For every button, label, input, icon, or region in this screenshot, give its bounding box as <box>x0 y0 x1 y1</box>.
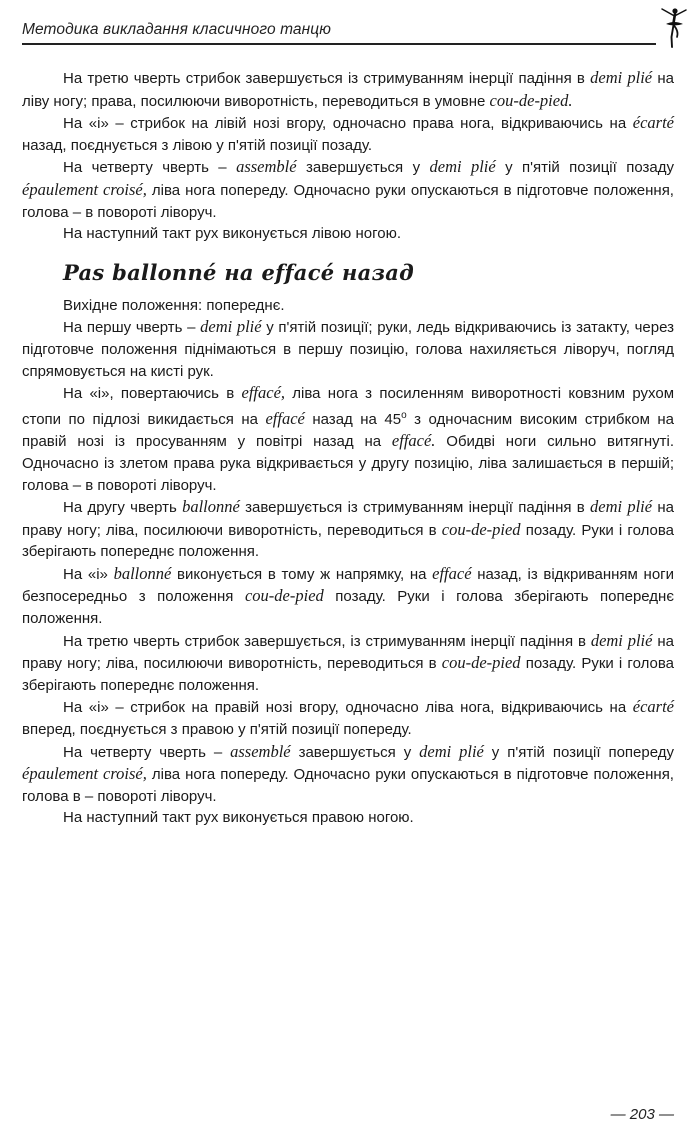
page-content <box>22 67 674 829</box>
ballerina-icon <box>652 6 692 50</box>
ballet-term: demi plié <box>429 157 496 177</box>
start-position-line: Вихідне положення: попереднє. <box>63 296 285 314</box>
ballet-term: cou-de-pied. <box>489 90 573 110</box>
ballet-term: effacé <box>432 563 472 583</box>
ballet-term: demi plié <box>200 317 262 337</box>
intro-paragraph: На третю чверть стрибок завершується із стримуванням інерції падіння в demi plié на ліву ногу; права, посилюючи виворотність, переводиться в умовне cou-de-pied. <box>22 68 674 110</box>
section-paragraph: На третю чверть стрибок завершується, із стримуванням інерції падіння в demi plié на праву ногу; ліва, посилюючи виворотність, переводиться в cou-de-pied позаду. Руки і голова зберігають попереднє положення. <box>22 630 674 694</box>
section-paragraph: На «і», повертаючись в effacé, ліва нога з посиленням виворотності ковзним рухом стопи по підлозі викидається на effacé назад на $45^о$ з одночасним високим стрибком на правій нозі із просуванням у повітрі назад на effacé. Обидві ноги сильно витягнуті. Одночасно із злетом права рука відкривається у другу позицію, ліва залишається в першій; голова – в повороті ліворуч. <box>22 383 675 494</box>
intro-paragraph: На «і» – стрибок на лівій нозі вгору, одночасно права нога, відкриваючись на écarté назад, поєднується з лівою у п'ятій позиції позаду. <box>22 113 674 154</box>
ballet-term: assemblé <box>236 157 297 177</box>
ballet-term: cou-de-pied <box>244 586 324 606</box>
page-number: — 203 — <box>610 1106 674 1123</box>
running-title: Методика викладання класичного танцю <box>22 21 331 38</box>
ballet-term: écarté <box>632 113 674 133</box>
ballet-term: demi plié <box>590 68 653 87</box>
running-header <box>22 14 674 44</box>
ballet-term: effacé <box>265 408 305 428</box>
section-paragraph: На «і» ballonné виконується в тому ж напрямку, на effacé назад, із відкриванням ноги безпосередньо з положення cou-de-pied позаду. Руки і голова зберігають попереднє положення. <box>22 563 675 628</box>
ballet-term: écarté <box>632 697 674 717</box>
ballet-term: effacé, <box>241 383 286 403</box>
ballet-term: demi plié <box>419 741 484 761</box>
intro-paragraphs <box>22 67 674 245</box>
ballet-term: ballonné <box>182 497 240 517</box>
ballet-term: demi plié <box>590 497 653 517</box>
section-heading: Pas ballonné на effacé назад <box>63 259 415 285</box>
intro-paragraph: На наступний такт рух виконується лівою ногою. <box>63 225 401 243</box>
degree-sign: о <box>401 409 407 421</box>
section-paragraphs <box>22 316 674 829</box>
section-paragraph: На наступний такт рух виконується правою ногою. <box>63 809 414 827</box>
ballet-term: assemblé <box>230 741 291 761</box>
header-rule <box>22 43 656 45</box>
ballet-term: demi plié <box>590 630 653 650</box>
section-paragraph: На «і» – стрибок на правій нозі вгору, одночасно ліва нога, відкриваючись на écarté вперед, поєднується з правою у п'ятій позиції попереду. <box>22 697 674 739</box>
ballet-term: ballonné <box>113 563 172 583</box>
ballet-term: effacé. <box>391 431 436 451</box>
ballet-term: cou-de-pied <box>441 653 521 673</box>
ballet-term: épaulement croisé, <box>22 179 147 199</box>
section-paragraph: На четверту чверть – assemblé завершується у demi plié у п'ятій позиції попереду épaulement croisé, ліва нога попереду. Одночасно руки опускаються в підготовче положення, голова в – повороті ліворуч. <box>22 741 674 805</box>
section-paragraph: На першу чверть – demi plié у п'ятій позиції; руки, ледь відкриваючись із затакту, через підготовче положення піднімаються в першу позицію, голова нахиляється ліворуч, погляд спрямовується на кисті рук. <box>22 317 674 380</box>
ballet-term: cou-de-pied <box>441 519 521 539</box>
intro-paragraph: На четверту чверть – assemblé завершується у demi plié у п'ятій позиції позаду épaulement croisé, ліва нога попереду. Одночасно руки опускаються в підготовче положення, голова – в повороті ліворуч. <box>22 157 674 221</box>
ballet-term: épaulement croisé, <box>22 764 147 784</box>
section-paragraph: На другу чверть ballonné завершується із стримуванням інерції падіння в demi plié на праву ногу; ліва, посилюючи виворотність, переводиться в cou-de-pied позаду. Руки і голова зберігають попереднє положення. <box>22 497 675 561</box>
